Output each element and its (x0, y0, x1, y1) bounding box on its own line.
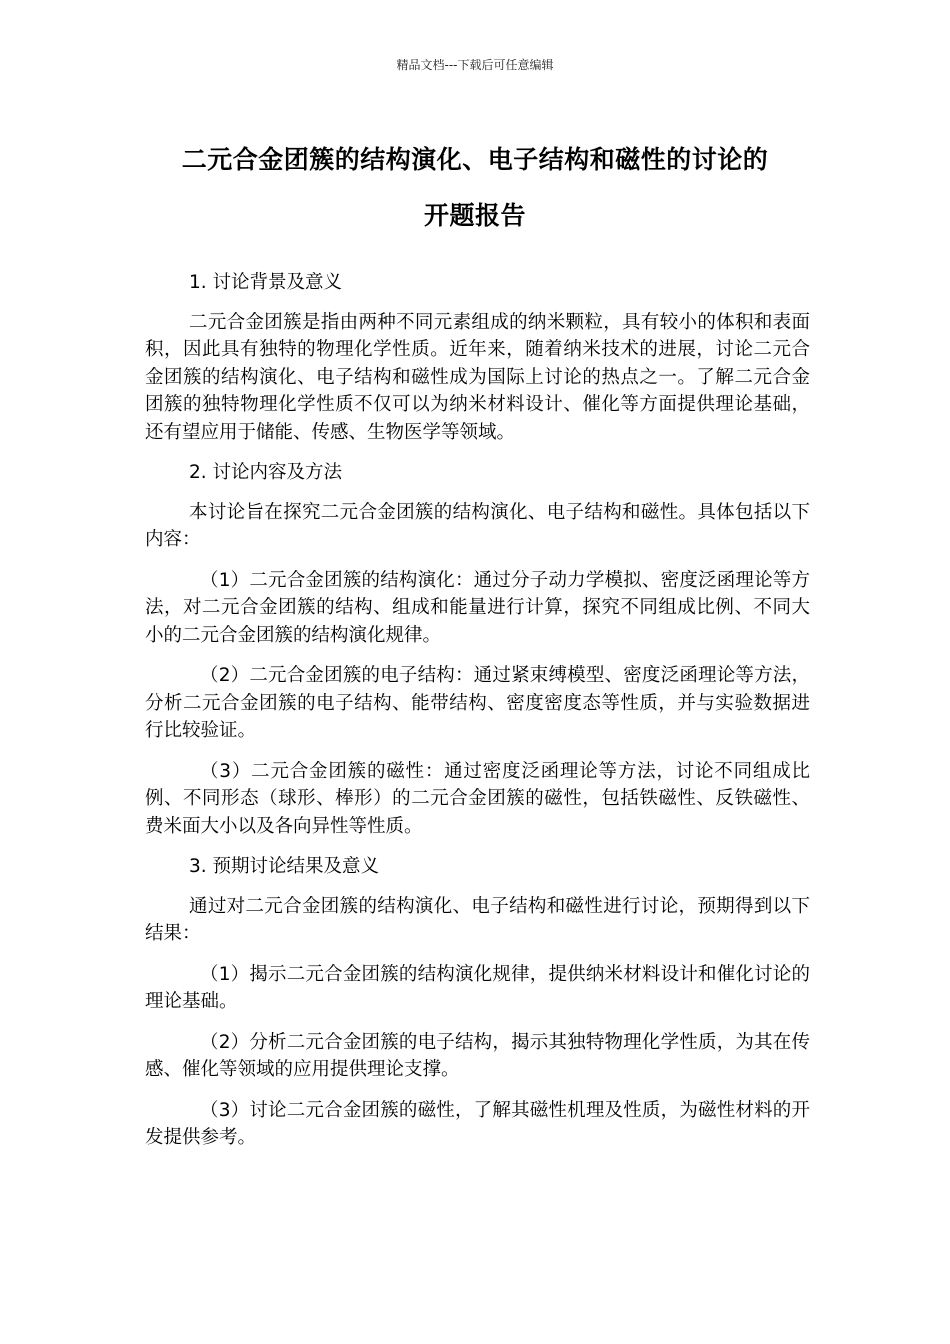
list-item-magnetism: （3）二元合金团簇的磁性：通过密度泛函理论等方法，讨论不同组成比例、不同形态（球形、棒形）的二元合金团簇的磁性，包括铁磁性、反铁磁性、费米面大小以及各向异性等性质。 (145, 760, 810, 837)
list-item-result-structure: （1）揭示二元合金团簇的结构演化规律，提供纳米材料设计和催化讨论的理论基础。 (145, 963, 810, 1012)
paragraph-results-intro: 通过对二元合金团簇的结构演化、电子结构和磁性进行讨论，预期得到以下结果： (145, 895, 810, 944)
list-item-result-magnetism: （3）讨论二元合金团簇的磁性，了解其磁性机理及性质，为磁性材料的开发提供参考。 (145, 1099, 810, 1148)
document-title (120, 132, 830, 244)
list-item-electronic-structure: （2）二元合金团簇的电子结构：通过紧束缚模型、密度泛函理论等方法，分析二元合金团簇的电子结构、能带结构、密度密度态等性质，并与实验数据进行比较验证。 (145, 665, 810, 741)
list-item-structure-evolution: （1）二元合金团簇的结构演化：通过分子动力学模拟、密度泛函理论等方法，对二元合金团簇的结构、组成和能量进行计算，探究不同组成比例、不同大小的二元合金团簇的结构演化规律。 (145, 569, 810, 646)
document-body (145, 269, 810, 1165)
paragraph-background: 二元合金团簇是指由两种不同元素组成的纳米颗粒，具有较小的体积和表面积，因此具有独特的物理化学性质。近年来，随着纳米技术的进展，讨论二元合金团簇的结构演化、电子结构和磁性成为国际上讨论的热点之一。了解二元合金团簇的独特物理化学性质不仅可以为纳米材料设计、催化等方面提供理论基础，还有望应用于储能、传感、生物医学等领域。 (145, 311, 810, 443)
list-item-result-electronic: （2）分析二元合金团簇的电子结构，揭示其独特物理化学性质，为其在传感、催化等领域的应用提供理论支撑。 (145, 1031, 810, 1080)
section-heading-content-methods: 2. 讨论内容及方法 (189, 462, 343, 483)
title-line-2: 开题报告 (423, 201, 526, 230)
header-note: 精品文档---下载后可任意编辑 (396, 58, 554, 72)
title-line-1: 二元合金团簇的结构演化、电子结构和磁性的讨论的 (181, 145, 769, 174)
paragraph-content-intro: 本讨论旨在探究二元合金团簇的结构演化、电子结构和磁性。具体包括以下内容： (145, 501, 810, 550)
section-heading-background: 1. 讨论背景及意义 (189, 272, 343, 293)
section-heading-expected-results: 3. 预期讨论结果及意义 (189, 856, 380, 877)
